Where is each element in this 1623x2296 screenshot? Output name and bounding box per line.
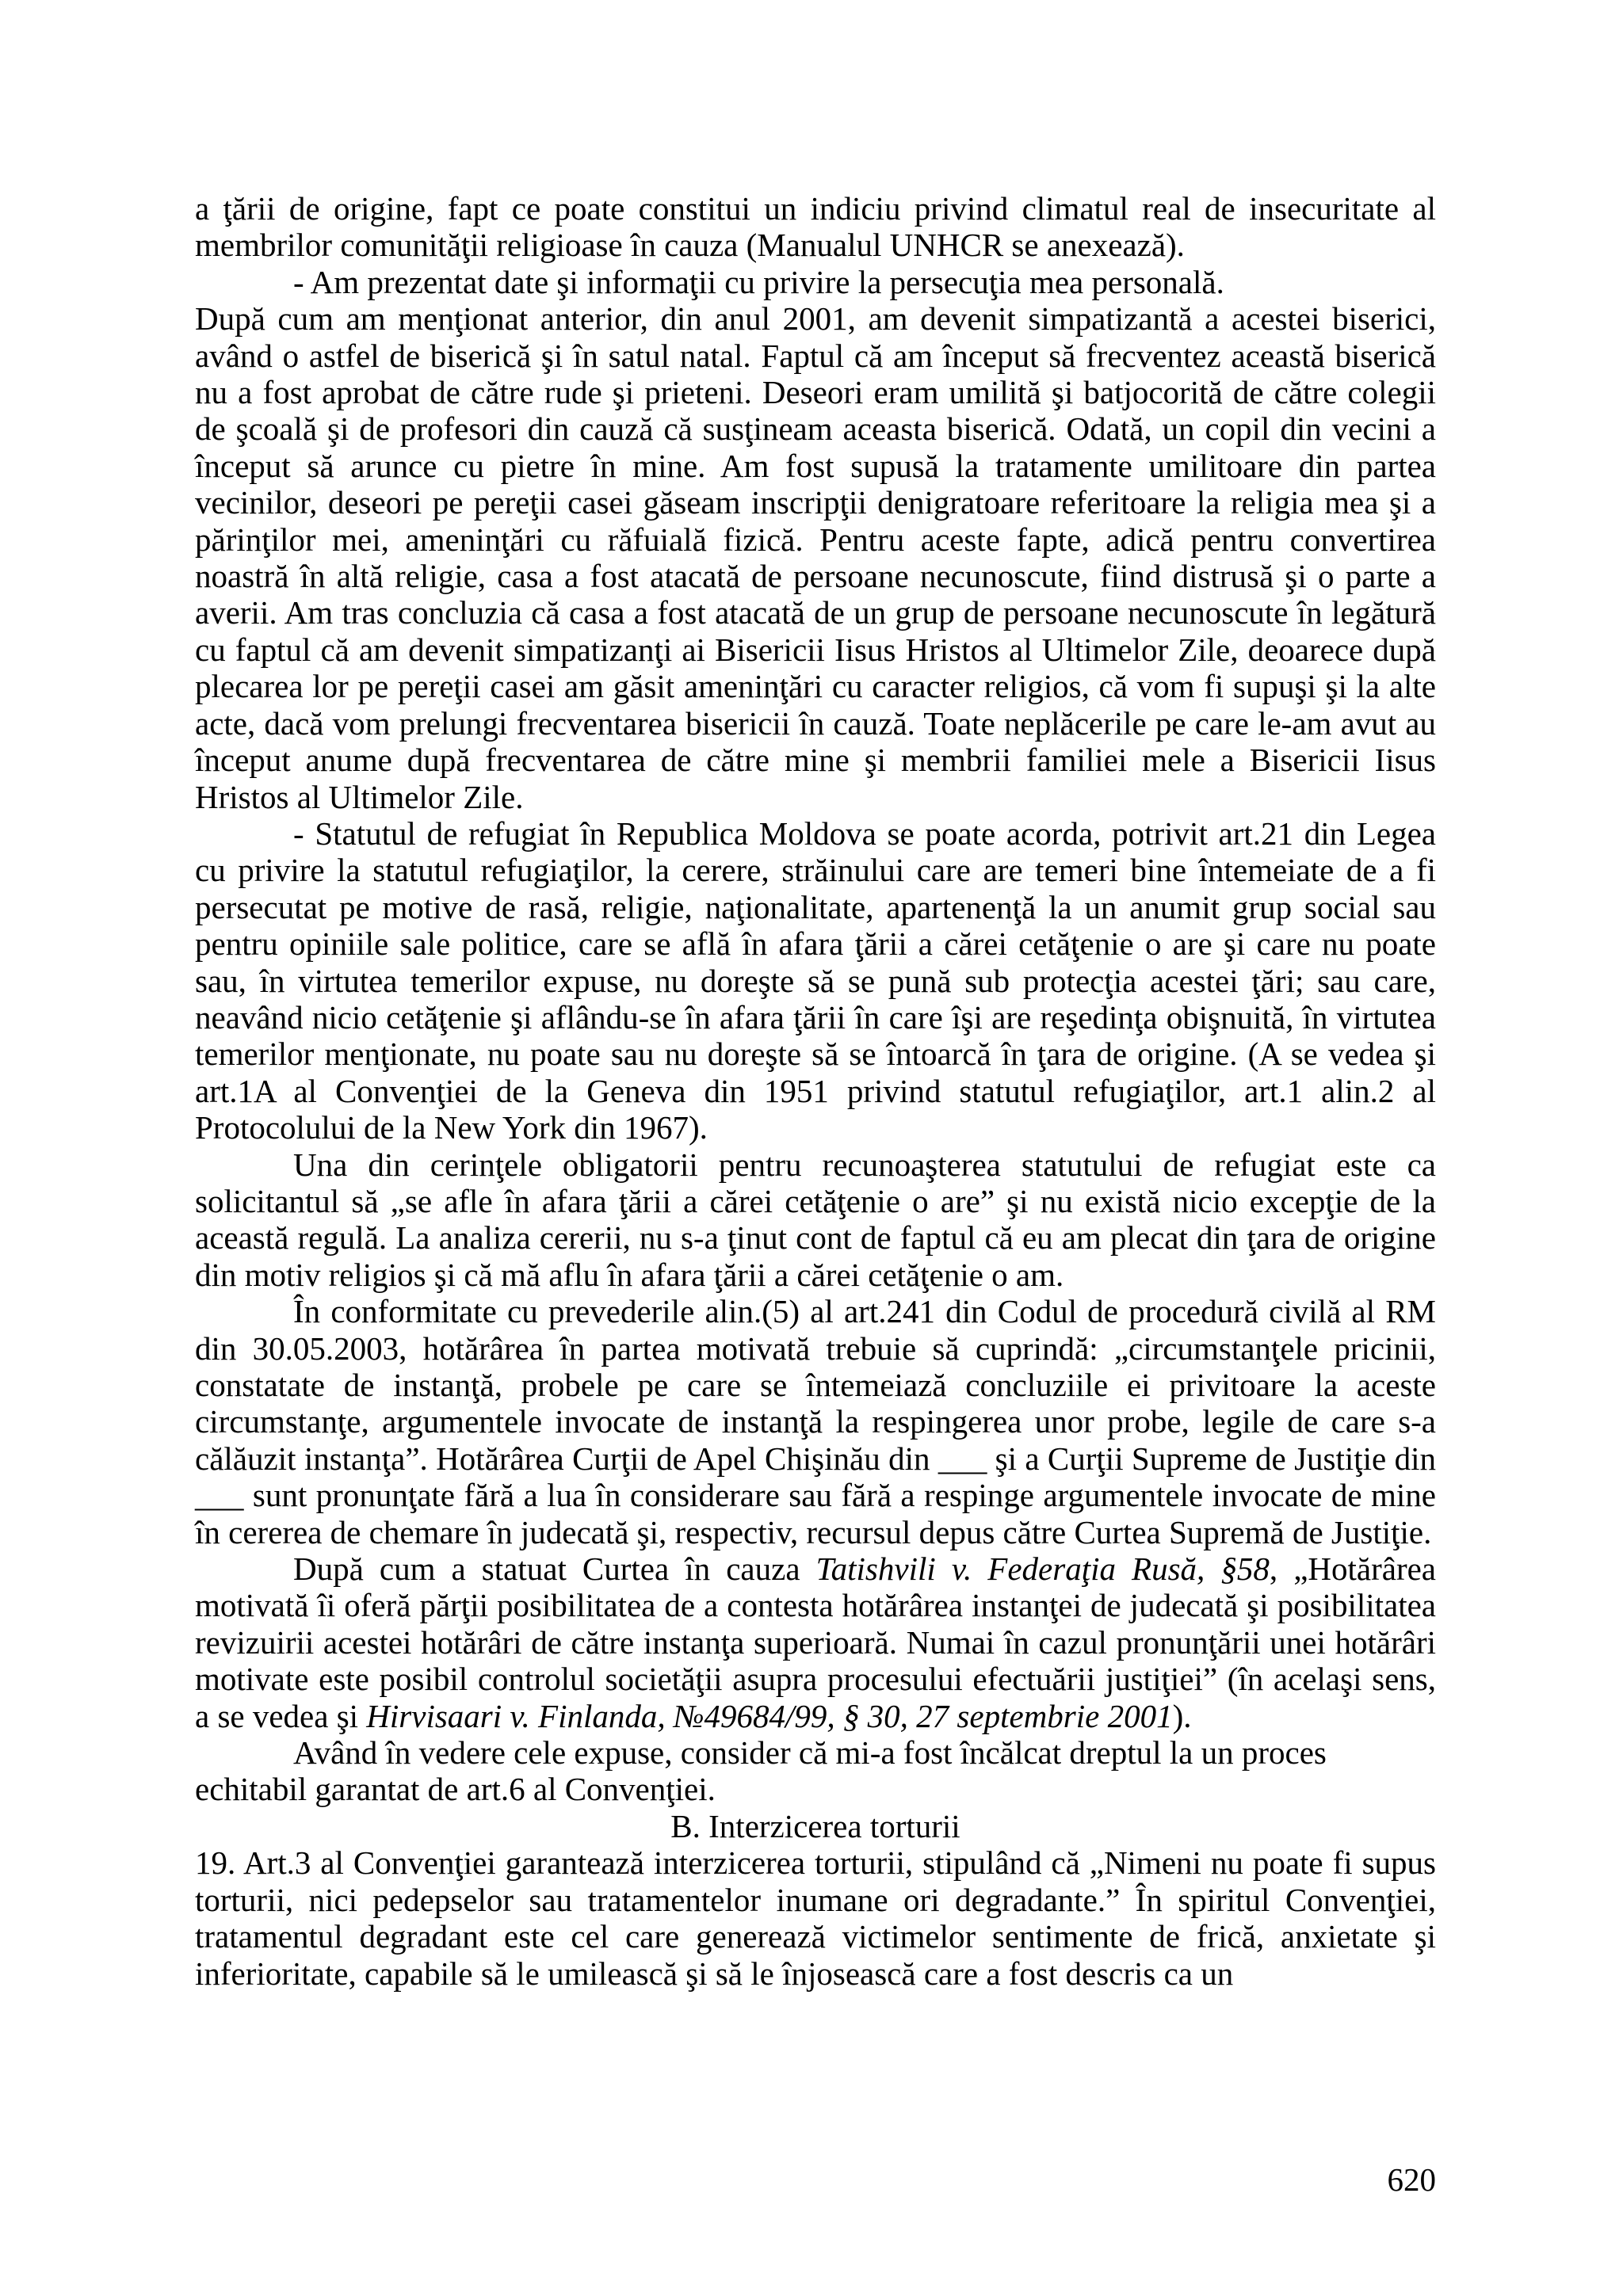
court-text-c: ). [1172, 1697, 1192, 1734]
paragraph-refugee-status: - Statutul de refugiat în Republica Moldova se poate acorda, potrivit art.21 din Legea cu privire la statutul refugiaţilor, la cerere, străinului care are temeri bine întemeiate de a fi persecutat pe motive de rasă, religie, naţionalitate, apartenenţă la un anumit grup social sau pentru opiniile sale politice, care se află în afara ţării a cărei cetăţenie o are şi care nu poate sau, în virtutea temerilor expuse, nu doreşte să se pună sub protecţia acestei ţări; sau care, neavând nicio cetăţenie şi aflându-se în afara ţării în care îşi are reşedinţa obişnuită, în virtutea temerilor menţionate, nu poate sau nu doreşte să se întoarcă în ţara de origine. (A se vedea şi art.1A al Convenţiei de la Geneva din 1951 privind statutul refugiaţilor, art.1 alin.2 al Protocolului de la New York din 1967). [195, 814, 1436, 1146]
paragraph-article-3: 19. Art.3 al Convenţiei garantează interzicerea torturii, stipulând că „Nimeni nu poate fi supus torturii, nici pedepselor sau tratamentelor inumane ori degradante.” În spiritul Convenţiei, tratamentul degradant este cel care generează victimelor sentimente de frică, anxietate şi inferioritate, capabile să le umilească şi să le înjosească care a fost descris ca un [195, 1844, 1436, 1992]
court-text-a: După cum a statuat Curtea în cauza [293, 1550, 800, 1588]
paragraph-court-statement [195, 1550, 1436, 1734]
paragraph-origin-country: a ţării de origine, fapt ce poate constitui un indiciu privind climatul real de insecuritate al membrilor comunităţii religioase în cauza (Manualul UNHCR se anexează). [195, 190, 1436, 264]
body-text [195, 190, 1436, 1992]
case-citation-tatishvili: Tatishvili v. Federaţia Rusă, §58 [815, 1550, 1270, 1588]
page-number: 620 [1387, 2161, 1436, 2198]
paragraph-persecution-intro: - Am prezentat date şi informaţii cu privire la persecuţia mea personală. [293, 263, 1224, 300]
paragraph-personal-persecution: După cum am menţionat anterior, din anul 2001, am devenit simpatizantă a acestei biserici, având o astfel de biserică şi în satul natal. Faptul că am început să frecventez această biserică nu a fost aprobat de către rude şi prieteni. Deseori eram umilită şi batjocorită de către colegii de şcoală şi de profesori din cauză că susţineam aceasta biserică. Odată, un copil din vecini a început să arunce cu pietre în mine. Am fost supusă la tratamente umilitoare din partea vecinilor, deseori pe pereţii casei găseam inscripţii denigratoare referitoare la religia mea şi a părinţilor mei, ameninţări cu răfuială fizică. Pentru aceste fapte, adică pentru convertirea noastră în altă religie, casa a fost atacată de persoane necunoscute, fiind distrusă şi o parte a averii. Am tras concluzia că casa a fost atacată de un grup de persoane necunoscute în legătură cu faptul că am devenit simpatizanţi ai Bisericii Iisus Hristos al Ultimelor Zile, deoarece după plecarea lor pe pereţii casei am găsit ameninţări cu caracter religios, că vom fi supuşi şi la alte acte, dacă vom prelungi frecventarea bisericii în cauză. Toate neplăcerile pe care le-am avut au început anume după frecventarea de către mine şi membrii familiei mele a Bisericii Iisus Hristos al Ultimelor Zile. [195, 300, 1436, 815]
paragraph-mandatory-requirements: Una din cerinţele obligatorii pentru recunoaşterea statutului de refugiat este ca solicitantul să „se afle în afara ţării a cărei cetăţenie o are” şi nu există nicio excepţie de la această regulă. La analiza cererii, nu s-a ţinut cont de faptul că eu am plecat din ţara de origine din motiv religios şi că mă aflu în afara ţării a cărei cetăţenie o am. [195, 1146, 1436, 1293]
paragraph-civil-procedure: În conformitate cu prevederile alin.(5) al art.241 din Codul de procedură civilă al RM din 30.05.2003, hotărârea în partea motivată trebuie să cuprindă: „circumstanţele pricinii, constatate de instanţă, probele pe care se întemeiază concluziile ei privitoare la aceste circumstanţe, argumentele invocate de instanţă la respingerea unor probe, legile de care s-a călăuzit instanţa”. Hotărârea Curţii de Apel Chişinău din ___ şi a Curţii Supreme de Justiţie din ___ sunt pronunţate fără a lua în considerare sau fără a respinge argumentele invocate de mine în cererea de chemare în judecată şi, respectiv, recursul depus către Curtea Supremă de Justiţie. [195, 1293, 1436, 1550]
case-citation-hirvisaari: Hirvisaari v. Finlanda, №49684/99, § 30, 27 septembrie 2001 [366, 1697, 1173, 1734]
court-text-b: , „Hotărârea motivată îi oferă părţii posibilitatea de a contesta hotărârea instanţei de judecată şi posibilitatea revizuirii acestei hotărâri de către instanţa superioară. Numai în cazul pronunţării unei hotărâri motivate este posibil controlul societăţii asupra procesului efectuării justiţiei” (în acelaşi sens, a se vedea şi [195, 1550, 1437, 1734]
section-heading: B. Interzicerea torturii [670, 1807, 960, 1844]
paragraph-conclusion: Având în vedere cele expuse, consider că mi-a fost încălcat dreptul la un proces echitabil garantat de art.6 al Convenţiei. [195, 1734, 1327, 1808]
